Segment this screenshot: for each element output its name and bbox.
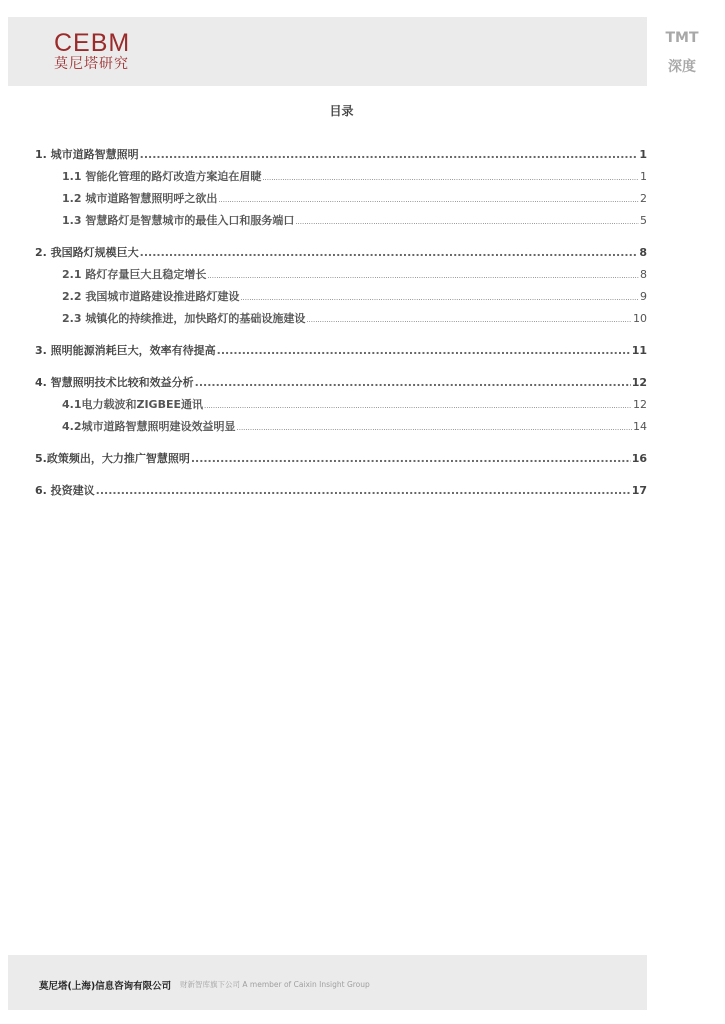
toc-entry-page[interactable]: 11 (631, 344, 647, 357)
toc-entry-label[interactable]: 1.3 智慧路灯是智慧城市的最佳入口和服务端口 (62, 214, 295, 227)
toc-leader-dots (140, 144, 639, 166)
toc-entry[interactable] (35, 416, 647, 438)
table-of-contents (35, 144, 647, 502)
toc-entry-label[interactable]: 2.1 路灯存量巨大且稳定增长 (62, 268, 207, 281)
toc-entry[interactable] (35, 286, 647, 308)
toc-entry-page[interactable]: 12 (633, 398, 647, 411)
toc-leader-dots (237, 417, 633, 439)
toc-entry[interactable] (35, 394, 647, 416)
page-header (8, 17, 647, 86)
toc-entry-label[interactable]: 4.1电力载波和ZIGBEE通讯 (62, 398, 203, 411)
toc-entry[interactable] (35, 448, 647, 470)
toc-entry[interactable] (35, 188, 647, 210)
toc-entry-label[interactable]: 5.政策频出，大力推广智慧照明 (35, 452, 190, 465)
toc-entry[interactable] (35, 242, 647, 264)
toc-entry[interactable] (35, 210, 647, 232)
toc-title: 目录 (329, 104, 354, 118)
toc-entry-label[interactable]: 3. 照明能源消耗巨大，效率有待提高 (35, 344, 216, 357)
toc-entry[interactable] (35, 372, 647, 394)
toc-entry-label[interactable]: 1.1 智能化管理的路灯改造方案迫在眉睫 (62, 170, 262, 183)
toc-leader-dots (240, 287, 639, 309)
report-category: TMT (665, 30, 699, 46)
toc-leader-dots (262, 167, 639, 189)
toc-entry[interactable] (35, 340, 647, 362)
toc-entry[interactable] (35, 144, 647, 166)
toc-entry-page[interactable]: 17 (631, 484, 647, 497)
toc-entry-page[interactable]: 8 (639, 246, 647, 259)
toc-leader-dots (306, 309, 632, 331)
toc-entry-page[interactable]: 8 (640, 268, 647, 281)
toc-leader-dots (191, 448, 631, 470)
toc-entry-label[interactable]: 4.2城市道路智慧照明建设效益明显 (62, 420, 236, 433)
toc-entry[interactable] (35, 480, 647, 502)
footer-subtitle: 财新智库旗下公司 A member of Caixin Insight Group (180, 980, 370, 989)
footer-company: 莫尼塔(上海)信息咨询有限公司 (39, 981, 172, 992)
toc-entry-page[interactable]: 10 (633, 312, 647, 325)
toc-entry-page[interactable]: 5 (640, 214, 647, 227)
toc-entry-label[interactable]: 2. 我国路灯规模巨大 (35, 246, 139, 259)
page-footer (8, 955, 647, 1010)
toc-leader-dots (295, 211, 639, 233)
toc-leader-dots (218, 189, 639, 211)
toc-leader-dots (207, 265, 639, 287)
report-type: 深度 (668, 59, 696, 75)
toc-entry[interactable] (35, 166, 647, 188)
cebm-logo (54, 30, 154, 74)
toc-entry-page[interactable]: 9 (640, 290, 647, 303)
toc-entry-page[interactable]: 14 (633, 420, 647, 433)
toc-entry-page[interactable]: 2 (640, 192, 647, 205)
toc-leader-dots (204, 395, 632, 417)
toc-entry-page[interactable]: 1 (640, 170, 647, 183)
toc-leader-dots (217, 340, 631, 362)
toc-leader-dots (140, 242, 639, 264)
toc-entry-page[interactable]: 16 (631, 452, 647, 465)
toc-entry-label[interactable]: 2.3 城镇化的持续推进，加快路灯的基础设施建设 (62, 312, 306, 325)
logo-text-cn: 莫尼塔研究 (54, 56, 129, 72)
toc-leader-dots (96, 480, 631, 502)
toc-entry-page[interactable]: 1 (639, 148, 647, 161)
toc-entry[interactable] (35, 264, 647, 286)
toc-entry-label[interactable]: 1.2 城市道路智慧照明呼之欲出 (62, 192, 218, 205)
logo-text-en: CEBM (54, 29, 131, 57)
toc-entry[interactable] (35, 308, 647, 330)
toc-leader-dots (195, 372, 631, 394)
toc-entry-label[interactable]: 2.2 我国城市道路建设推进路灯建设 (62, 290, 240, 303)
toc-entry-label[interactable]: 1. 城市道路智慧照明 (35, 148, 139, 161)
toc-entry-label[interactable]: 4. 智慧照明技术比较和效益分析 (35, 376, 194, 389)
toc-entry-label[interactable]: 6. 投资建议 (35, 484, 95, 497)
toc-entry-page[interactable]: 12 (631, 376, 647, 389)
